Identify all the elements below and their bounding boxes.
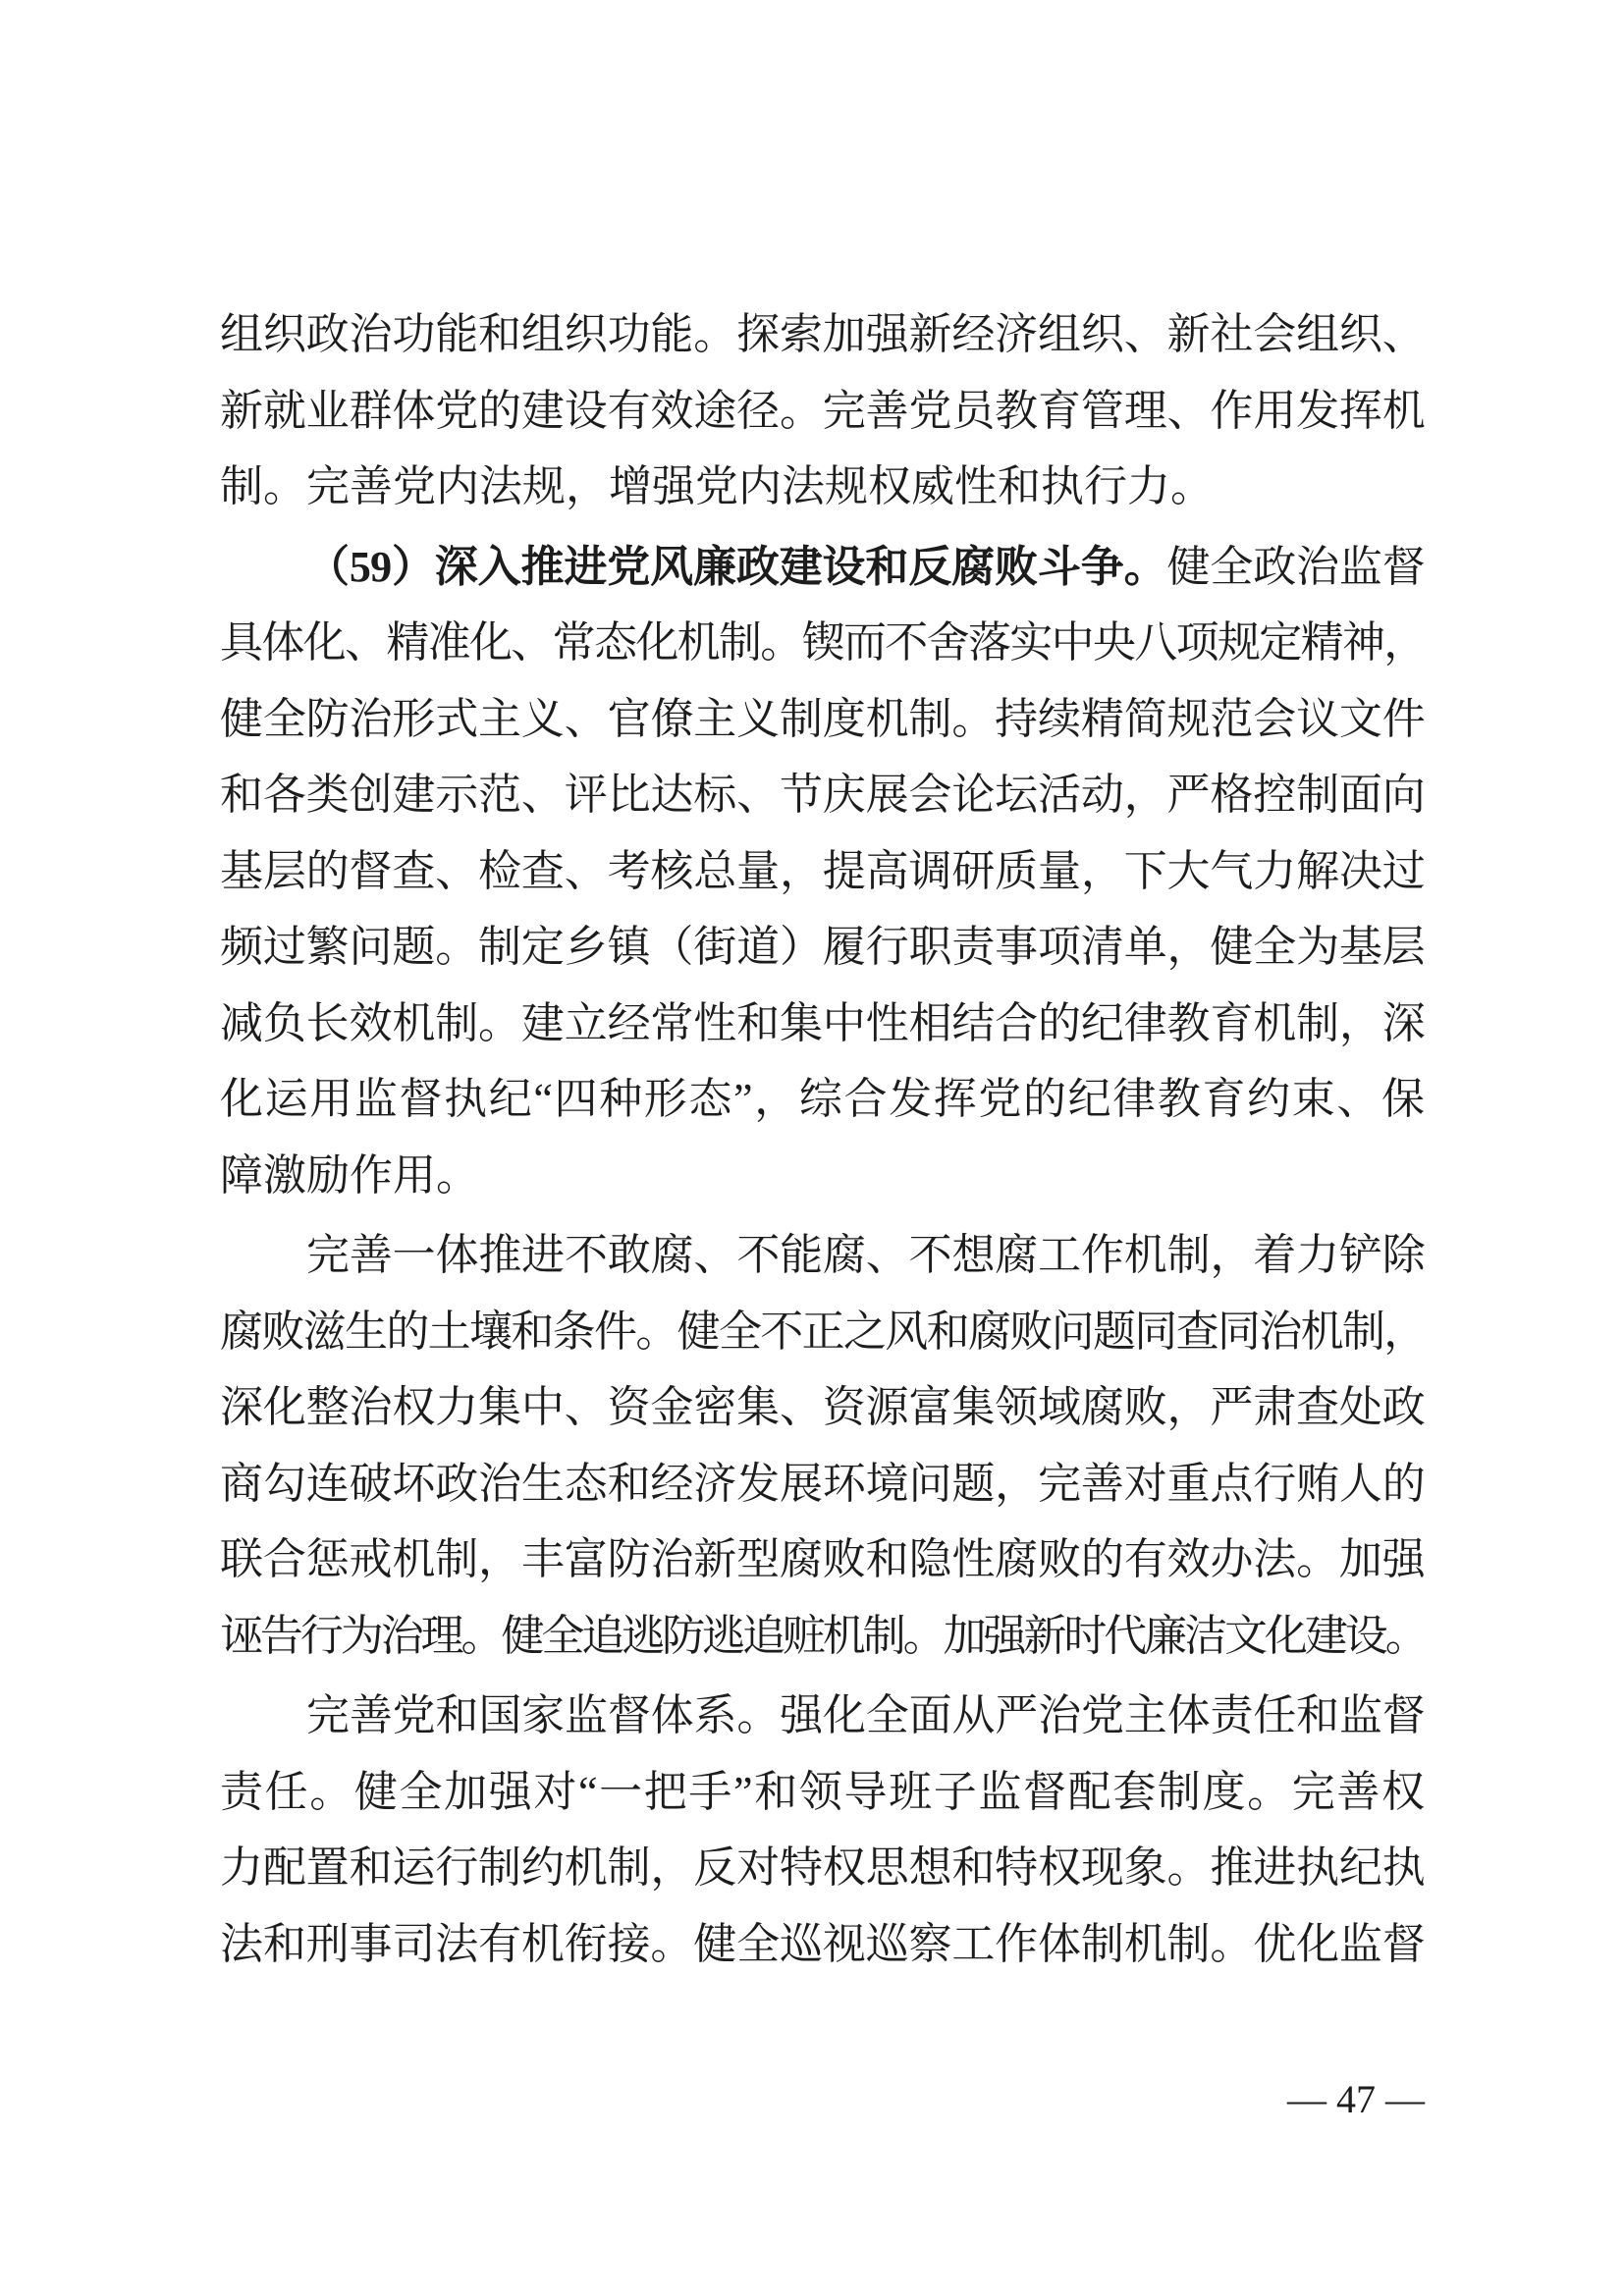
document-body — [220, 296, 1425, 1982]
text-line: 和各类创建示范、评比达标、节庆展会论坛活动，严格控制面向 — [220, 771, 1425, 819]
text-line: 商勾连破坏政治生态和经济发展环境问题，完善对重点行贿人的 — [220, 1459, 1425, 1508]
text-line: 减负长效机制。建立经常性和集中性相结合的纪律教育机制，深 — [220, 998, 1425, 1047]
text-line: 联合惩戒机制，丰富防治新型腐败和隐性腐败的有效办法。加强 — [220, 1535, 1425, 1583]
page-number: — 47 — — [1287, 2077, 1425, 2121]
text-line: 力配置和运行制约机制，反对特权思想和特权现象。推进执纪执 — [220, 1843, 1425, 1892]
paragraph — [220, 1217, 1425, 1674]
text-line: 组织政治功能和组织功能。探索加强新经济组织、新社会组织、 — [220, 310, 1425, 358]
text-line — [220, 529, 1425, 606]
text-line: 完善一体推进不敢腐、不能腐、不想腐工作机制，着力铲除 — [306, 1231, 1425, 1279]
paragraph — [220, 296, 1425, 525]
text-line: 基层的督查、检查、考核总量，提高调研质量，下大气力解决过 — [220, 846, 1425, 895]
text-line: 具体化、精准化、常态化机制。锲而不舍落实中央八项规定精神， — [220, 618, 1425, 667]
text-line: 完善党和国家监督体系。强化全面从严治党主体责任和监督 — [306, 1691, 1425, 1739]
section-heading: （59）深入推进党风廉政建设和反腐败斗争。 — [306, 542, 1167, 591]
text-line: 腐败滋生的土壤和条件。健全不正之风和腐败问题同查同治机制， — [220, 1307, 1425, 1356]
text-line: 频过繁问题。制定乡镇（街道）履行职责事项清单，健全为基层 — [220, 923, 1425, 971]
text-line: 障激励作用。 — [220, 1150, 479, 1200]
paragraph — [220, 1678, 1425, 1982]
text-line: 责任。健全加强对“一把手”和领导班子监督配套制度。完善权 — [220, 1767, 1425, 1816]
text-line: 诬告行为治理。健全追逃防逃追赃机制。加强新时代廉洁文化建设。 — [220, 1611, 1425, 1660]
text-segment: 健全政治监督 — [1166, 542, 1425, 591]
text-line: 法和刑事司法有机衔接。健全巡视巡察工作体制机制。优化监督 — [220, 1919, 1425, 1968]
text-line: 新就业群体党的建设有效途径。完善党员教育管理、作用发挥机 — [220, 386, 1425, 435]
paragraph — [220, 529, 1425, 1214]
text-line: 健全防治形式主义、官僚主义制度机制。持续精简规范会议文件 — [220, 694, 1425, 743]
text-line: 化运用监督执纪“四种形态”，综合发挥党的纪律教育约束、保 — [220, 1075, 1425, 1123]
text-line: 深化整治权力集中、资金密集、资源富集领域腐败，严肃查处政 — [220, 1383, 1425, 1431]
text-line: 制。完善党内法规，增强党内法规权威性和执行力。 — [220, 462, 1214, 510]
